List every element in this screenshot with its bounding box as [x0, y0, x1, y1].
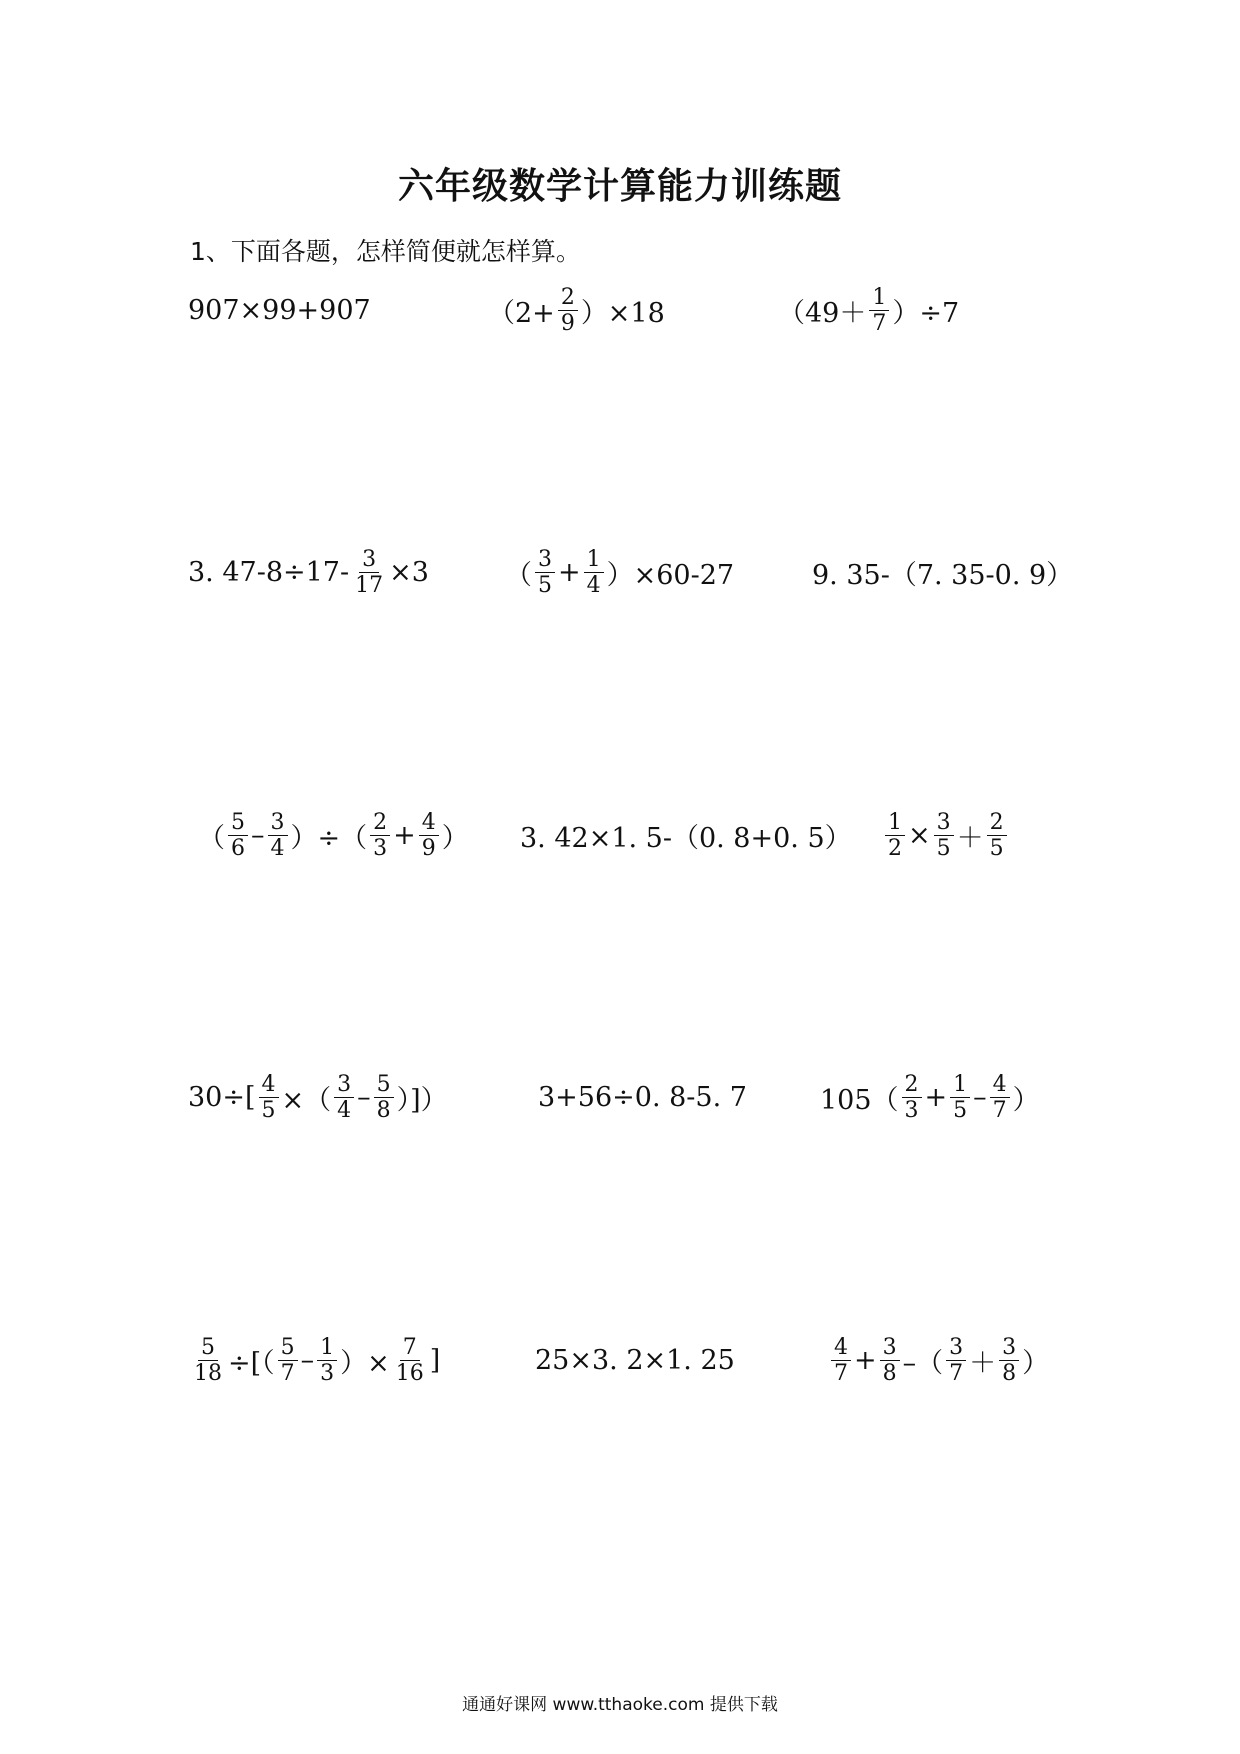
fraction	[987, 810, 1007, 861]
denominator: 16	[395, 1360, 424, 1386]
numerator: 4	[990, 1072, 1010, 1098]
fraction	[317, 1335, 337, 1386]
expr-text: 3. 42×1. 5-（0. 8+0. 5）	[520, 822, 852, 854]
fraction	[370, 810, 390, 861]
expr-text: –	[973, 1081, 987, 1113]
numerator: 1	[950, 1072, 970, 1098]
expr-text: 25×3. 2×1. 25	[535, 1344, 735, 1376]
expr-text: （49＋	[778, 297, 867, 329]
denominator: 7	[992, 1097, 1007, 1123]
expr-text: +	[854, 1344, 877, 1376]
expr-text: ）×18	[580, 297, 665, 329]
expr-text: ）]）	[396, 1084, 448, 1116]
denominator: 7	[872, 310, 887, 336]
denominator: 5	[538, 572, 552, 598]
numerator: 3	[535, 547, 555, 573]
expr-text: 3. 47-8÷17-	[188, 556, 350, 588]
denominator: 6	[231, 835, 245, 861]
fraction	[831, 1335, 851, 1386]
numerator: 3	[268, 810, 288, 836]
expr-text: ]	[429, 1344, 441, 1376]
denominator: 8	[376, 1097, 391, 1123]
fraction	[885, 810, 905, 861]
denominator: 7	[280, 1360, 295, 1386]
numerator: 1	[317, 1335, 337, 1361]
denominator: 8	[882, 1360, 897, 1386]
numerator: 3	[934, 810, 954, 836]
numerator: 7	[400, 1335, 420, 1361]
expr-text: 105（	[820, 1084, 899, 1116]
fraction	[352, 547, 386, 598]
fraction	[268, 810, 288, 861]
expr-text: ）	[441, 822, 469, 854]
denominator: 4	[586, 572, 601, 598]
problem-3	[778, 270, 959, 350]
expr-text: ÷[（	[228, 1347, 275, 1379]
fraction	[374, 1072, 394, 1123]
fraction	[950, 1072, 970, 1123]
problem-7	[198, 795, 469, 875]
numerator: 5	[228, 810, 248, 836]
expr-text: （2+	[488, 297, 555, 329]
numerator: 4	[259, 1072, 279, 1098]
denominator: 7	[949, 1360, 964, 1386]
expr-text: –（	[902, 1347, 944, 1379]
numerator: 2	[902, 1072, 922, 1098]
expr-text: +	[924, 1081, 948, 1113]
fraction	[191, 1335, 225, 1386]
problem-11	[538, 1057, 747, 1137]
denominator: 8	[1002, 1360, 1017, 1386]
denominator: 9	[560, 310, 575, 336]
expr-text: （	[198, 822, 225, 854]
numerator: 1	[584, 547, 604, 573]
fraction	[869, 285, 889, 336]
denominator: 5	[261, 1097, 276, 1123]
fraction	[880, 1335, 900, 1386]
problem-15	[828, 1320, 1049, 1400]
expr-text: ＋	[969, 1347, 997, 1379]
denominator: 4	[270, 835, 285, 861]
numerator: 1	[869, 285, 889, 311]
numerator: 2	[558, 285, 578, 311]
denominator: 5	[989, 835, 1004, 861]
numerator: 4	[831, 1335, 851, 1361]
problem-14	[535, 1320, 735, 1400]
fraction	[259, 1072, 279, 1123]
expr-text: –	[357, 1081, 371, 1113]
fraction	[278, 1335, 298, 1386]
expr-text: ）÷（	[290, 822, 368, 854]
fraction	[334, 1072, 354, 1123]
fraction	[419, 810, 439, 861]
expr-text: ）×	[340, 1347, 390, 1379]
denominator: 17	[355, 572, 384, 598]
fraction	[584, 547, 604, 598]
denominator: 5	[953, 1097, 968, 1123]
problem-2	[488, 270, 665, 350]
expr-text: ）	[1012, 1084, 1040, 1116]
numerator: 3	[359, 547, 379, 573]
expr-text: ×	[908, 819, 931, 851]
problem-13	[188, 1320, 440, 1400]
numerator: 5	[374, 1072, 394, 1098]
denominator: 7	[834, 1360, 848, 1386]
expr-text: 30÷[	[188, 1081, 256, 1113]
numerator: 3	[334, 1072, 354, 1098]
problem-6	[812, 532, 1073, 612]
denominator: 18	[194, 1360, 222, 1386]
problem-4	[188, 532, 429, 612]
denominator: 3	[904, 1097, 919, 1123]
numerator: 5	[198, 1335, 218, 1361]
problem-12	[820, 1057, 1040, 1137]
fraction	[558, 285, 578, 336]
denominator: 2	[888, 835, 902, 861]
numerator: 2	[987, 810, 1007, 836]
instruction: 1、下面各题，怎样简便就怎样算。	[190, 237, 581, 266]
fraction	[902, 1072, 922, 1123]
problem-10	[188, 1057, 448, 1137]
denominator: 5	[936, 835, 951, 861]
fraction	[934, 810, 954, 861]
denominator: 3	[373, 835, 388, 861]
expr-text: ）÷7	[892, 297, 960, 329]
fraction	[393, 1335, 427, 1386]
denominator: 3	[320, 1360, 335, 1386]
numerator: 3	[946, 1335, 966, 1361]
numerator: 2	[370, 810, 390, 836]
fraction	[946, 1335, 966, 1386]
numerator: 3	[999, 1335, 1019, 1361]
numerator: 3	[880, 1335, 900, 1361]
expr-text: ）×60-27	[606, 559, 735, 591]
expr-text: （	[505, 559, 532, 591]
fraction	[228, 810, 248, 861]
fraction	[535, 547, 555, 598]
fraction	[999, 1335, 1019, 1386]
expr-text: ＋	[956, 822, 984, 854]
expr-text: ×3	[389, 556, 429, 588]
denominator: 4	[337, 1097, 352, 1123]
problem-5	[505, 532, 734, 612]
expr-text: +	[558, 556, 581, 588]
problem-8	[520, 795, 852, 875]
problem-1	[188, 270, 371, 350]
expr-text: –	[251, 819, 265, 851]
expr-text: 907×99+907	[188, 294, 371, 326]
denominator: 9	[421, 835, 436, 861]
numerator: 4	[419, 810, 439, 836]
fraction	[990, 1072, 1010, 1123]
expr-text: +	[393, 819, 416, 851]
expr-text: ×（	[281, 1084, 332, 1116]
page-footer: 通通好课网 www.tthaoke.com 提供下载	[462, 1695, 778, 1715]
numerator: 5	[278, 1335, 298, 1361]
expr-text: 9. 35-（7. 35-0. 9）	[812, 559, 1074, 591]
page-title: 六年级数学计算能力训练题	[397, 166, 842, 207]
numerator: 1	[885, 810, 905, 836]
problem-9	[882, 795, 1010, 875]
expr-text: 3+56÷0. 8-5. 7	[538, 1081, 747, 1113]
expr-text: –	[300, 1344, 315, 1376]
expr-text: ）	[1022, 1347, 1050, 1379]
